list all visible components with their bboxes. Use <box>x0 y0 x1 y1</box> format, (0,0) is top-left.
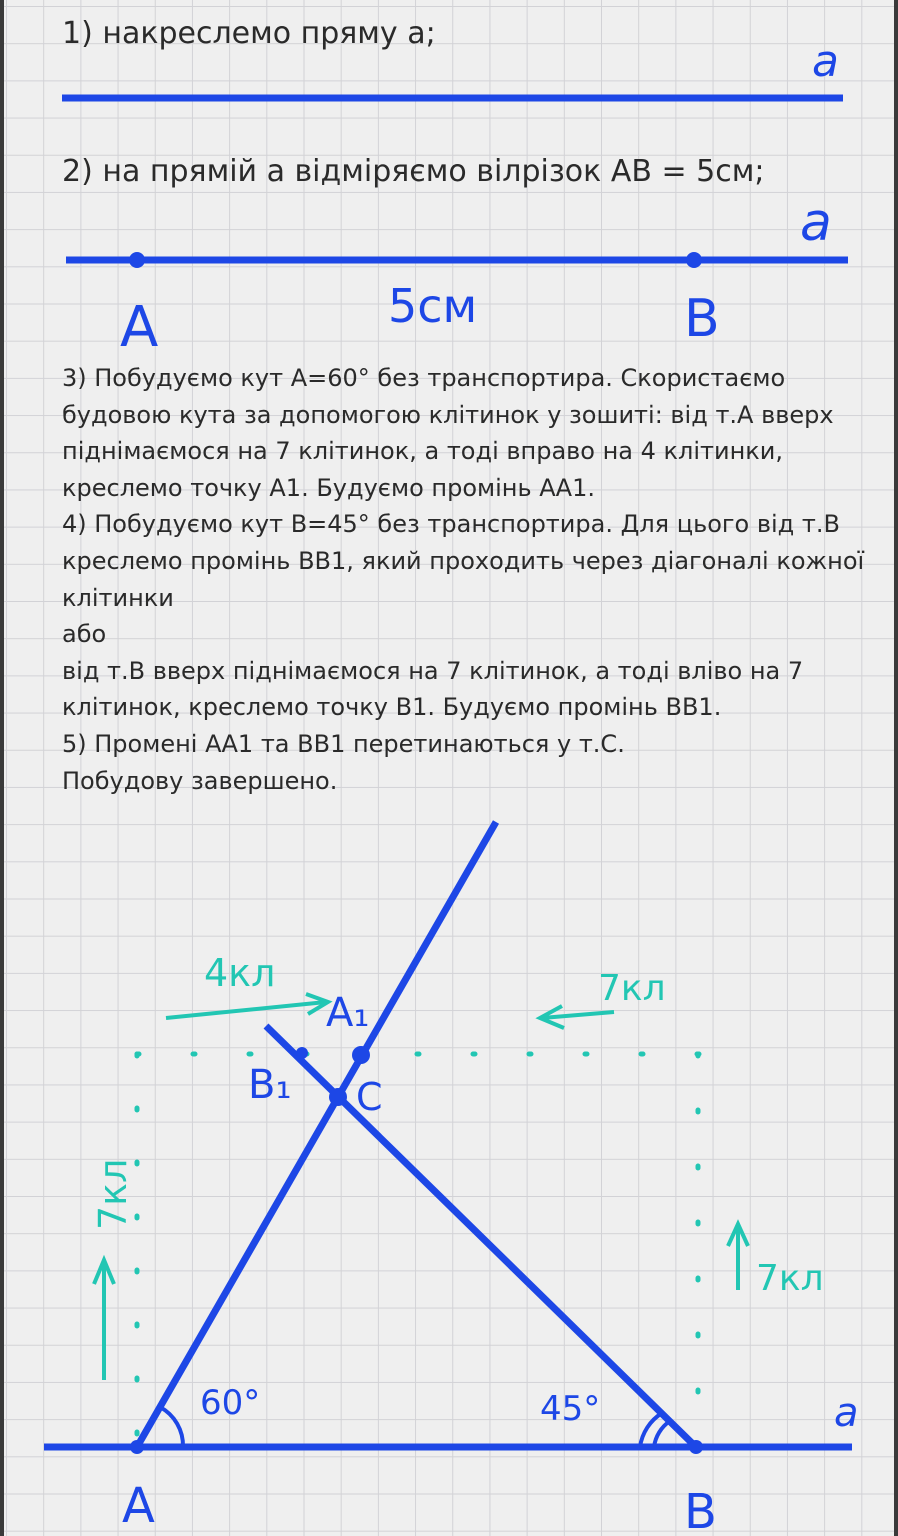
arrow-left-top-label: 7кл <box>598 968 666 1009</box>
point-b-label: B <box>684 1484 717 1536</box>
arrow-right-top <box>166 1002 326 1018</box>
point-a-label-step2: A <box>120 295 159 360</box>
point-b1 <box>296 1047 308 1059</box>
text-line: піднімаємося на 7 клітинок, а тоді вправо на 4 клітинки, <box>62 437 784 466</box>
angle-b-label: 45° <box>540 1389 601 1429</box>
text-line: 5) Промені АА1 та ВВ1 перетинаються у т.С. <box>62 729 625 758</box>
text-line: креслемо промінь ВВ1, який проходить через діагоналі кожної <box>62 546 865 575</box>
text-line: Побудову завершено. <box>62 766 338 795</box>
arrow-up-right-label: 7кл <box>756 1258 824 1299</box>
point-a1 <box>352 1046 370 1064</box>
arrow-right-top-label: 4кл <box>204 951 276 995</box>
angle-arc-a <box>160 1407 183 1447</box>
line-a-label-step2: a <box>800 193 832 253</box>
line-a-label-base: a <box>834 1390 859 1436</box>
point-c <box>329 1088 347 1106</box>
step-2-heading: 2) на прямій а відміряємо вілрізок АВ = 5см; <box>62 154 765 189</box>
line-a-label-step1: a <box>812 36 839 87</box>
text-line: креслемо точку А1. Будуємо промінь АА1. <box>62 473 595 502</box>
point-b <box>689 1440 703 1454</box>
arrow-up-left-label: 7кл <box>91 1158 135 1230</box>
ray-bb1 <box>266 1026 696 1447</box>
text-line: клітинки <box>62 583 174 612</box>
point-a1-label: A₁ <box>326 990 370 1036</box>
angle-a-label: 60° <box>200 1383 261 1423</box>
text-line: або <box>62 620 107 649</box>
point-b1-label: B₁ <box>248 1062 292 1108</box>
text-line: будовою кута за допомогою клітинок у зошиті: від т.А вверх <box>62 400 834 429</box>
angle-arc-b-inner <box>654 1421 670 1447</box>
point-b-label-step2: B <box>684 289 720 349</box>
text-line: 3) Побудуємо кут А=60° без транспортира. Скористаємо <box>62 364 786 392</box>
point-a-label: A <box>122 1478 155 1534</box>
text-line: 4) Побудуємо кут В=45° без транспортира. Для цього від т.В <box>62 510 840 539</box>
point-c-label: C <box>356 1075 383 1119</box>
ray-aa1 <box>137 822 496 1447</box>
text-line: клітинок, креслемо точку В1. Будуємо промінь ВВ1. <box>62 693 722 722</box>
point-a <box>130 1440 144 1454</box>
segment-length-label: 5см <box>388 279 478 333</box>
step-1-heading: 1) накреслемо пряму а; <box>62 16 436 51</box>
text-line: від т.В вверх піднімаємося на 7 клітинок, а тоді вліво на 7 <box>62 656 804 685</box>
